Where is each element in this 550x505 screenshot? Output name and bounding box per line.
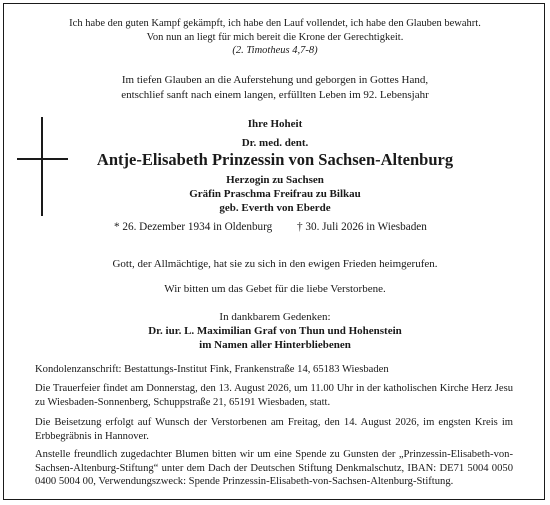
verse-line-2: Von nun an liegt für mich bereit die Krone der Gerechtigkeit. bbox=[146, 32, 404, 43]
birth-date: * 26. Dezember 1934 in Oldenburg bbox=[114, 221, 273, 233]
donation-info: Anstelle freundlich zugedachter Blumen bitten wir um eine Spende zu Gunsten der „Prinzessin-Elisabeth-von-Sachsen-Altenburg-Stiftung“ unter dem Dach der Deutschen Stiftung Denkmalschutz, IBAN: DE71 5004 0050 0400 5004 00, Verwendungszweck: Spende Prinzessin-Elisabeth-von-Sachsen-Altenburg-Stiftung. bbox=[35, 449, 513, 487]
verse-line-1: Ich habe den guten Kampf gekämpft, ich habe den Lauf vollendet, ich habe den Glauben bewahrt. bbox=[69, 18, 481, 29]
death-date: † 30. Juli 2026 in Wiesbaden bbox=[297, 221, 427, 233]
birth-name: geb. Everth von Eberde bbox=[219, 202, 331, 214]
intro-line-2: entschlief sanft nach einem langen, erfüllten Leben im 92. Lebensjahr bbox=[121, 89, 429, 101]
academic-title: Dr. med. dent. bbox=[241, 137, 309, 149]
message-line-1: Gott, der Allmächtige, hat sie zu sich in den ewigen Frieden heimgerufen. bbox=[112, 258, 438, 270]
honorific: Ihre Hoheit bbox=[247, 118, 303, 130]
verse-reference: (2. Timotheus 4,7-8) bbox=[232, 45, 318, 56]
deceased-name: Antje-Elisabeth Prinzessin von Sachsen-Altenburg bbox=[96, 150, 454, 169]
funeral-info: Die Trauerfeier findet am Donnerstag, den 13. August 2026, um 11.00 Uhr in der katholischen Kirche Herz Jesu zu Wiesbaden-Sonnenberg, Schuppstraße 21, 65191 Wiesbaden, statt. bbox=[35, 383, 513, 408]
signature-name: Dr. iur. L. Maximilian Graf von Thun und Hohenstein bbox=[148, 325, 402, 337]
signature-note: im Namen aller Hinterbliebenen bbox=[199, 339, 351, 351]
signature-intro: In dankbarem Gedenken: bbox=[219, 311, 331, 323]
title-graefin: Gräfin Praschma Freifrau zu Bilkau bbox=[189, 188, 361, 200]
title-herzogin: Herzogin zu Sachsen bbox=[226, 174, 324, 186]
message-line-2: Wir bitten um das Gebet für die liebe Verstorbene. bbox=[164, 283, 386, 295]
intro-line-1: Im tiefen Glauben an die Auferstehung und geborgen in Gottes Hand, bbox=[121, 74, 429, 86]
burial-info: Die Beisetzung erfolgt auf Wunsch der Verstorbenen am Freitag, den 14. August 2026, im engsten Kreis im Erbbegräbnis in Hannover. bbox=[35, 417, 513, 442]
condolence-address: Kondolenzanschrift: Bestattungs-Institut Fink, Frankenstraße 14, 65183 Wiesbaden bbox=[35, 364, 389, 375]
